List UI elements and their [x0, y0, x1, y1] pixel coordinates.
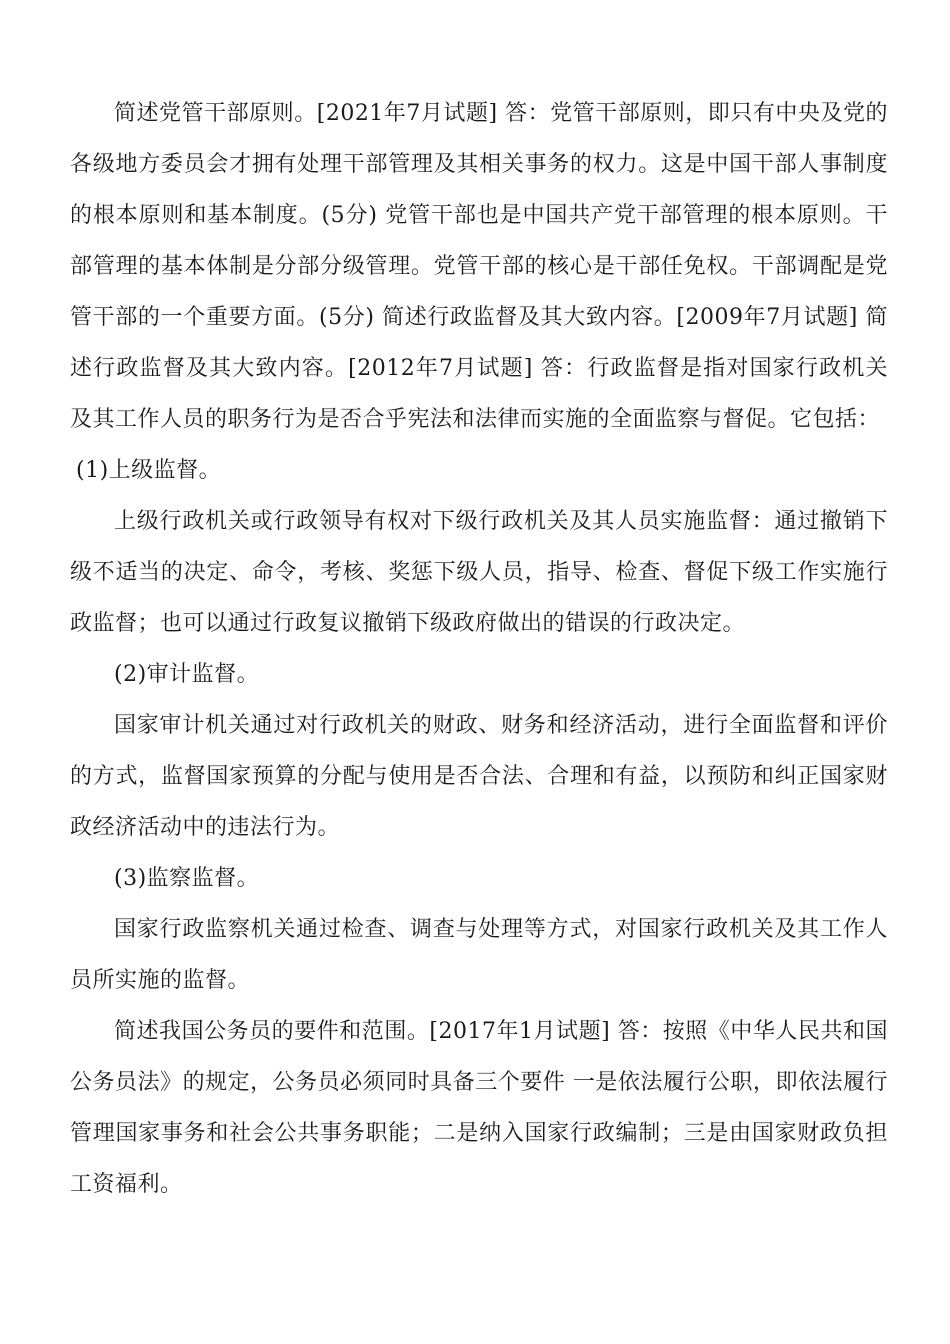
paragraph-superior-supervision: 上级行政机关或行政领导有权对下级行政机关及其人员实施监督：通过撤销下级不适当的决定、命令，考核、奖惩下级人员，指导、检查、督促下级工作实施行政监督；也可以通过行政复议撤销下级政府做出的错误的行政决定。	[70, 509, 888, 636]
paragraph-audit-supervision: 国家审计机关通过对行政机关的财政、财务和经济活动，进行全面监督和评价的方式，监督国家预算的分配与使用是否合法、合理和有益，以预防和纠正国家财政经济活动中的违法行为。	[70, 713, 888, 840]
paragraph-inspection-supervision: 国家行政监察机关通过检查、调查与处理等方式，对国家行政机关及其工作人员所实施的监督。	[70, 917, 888, 993]
paragraph-item-1-heading: (1)上级监督。	[76, 458, 222, 483]
paragraph-item-2-heading: (2)审计监督。	[114, 662, 260, 687]
paragraph-civil-servant-requirements: 简述我国公务员的要件和范围。[2017年1月试题] 答：按照《中华人民共和国公务员法》的规定，公务员必须同时具备三个要件 一是依法履行公职，即依法履行管理国家事务和社会公共事务职能；二是纳入国家行政编制；三是由国家财政负担工资福利。	[70, 1019, 888, 1197]
paragraph-party-cadre-principle: 简述党管干部原则。[2021年7月试题] 答：党管干部原则，即只有中央及党的各级地方委员会才拥有处理干部管理及其相关事务的权力。这是中国干部人事制度的根本原则和基本制度。(5分) 党管干部也是中国共产党干部管理的根本原则。干部管理的基本体制是分部分级管理。党管干部的核心是干部任免权。干部调配是党管干部的一个重要方面。(5分) 简述行政监督及其大致内容。[2009年7月试题] 简述行政监督及其大致内容。[2012年7月试题] 答：行政监督是指对国家行政机关及其工作人员的职务行为是否合乎宪法和法律而实施的全面监察与督促。它包括：	[70, 101, 888, 432]
paragraph-item-3-heading: (3)监察监督。	[114, 866, 260, 891]
document-body	[70, 88, 888, 1210]
